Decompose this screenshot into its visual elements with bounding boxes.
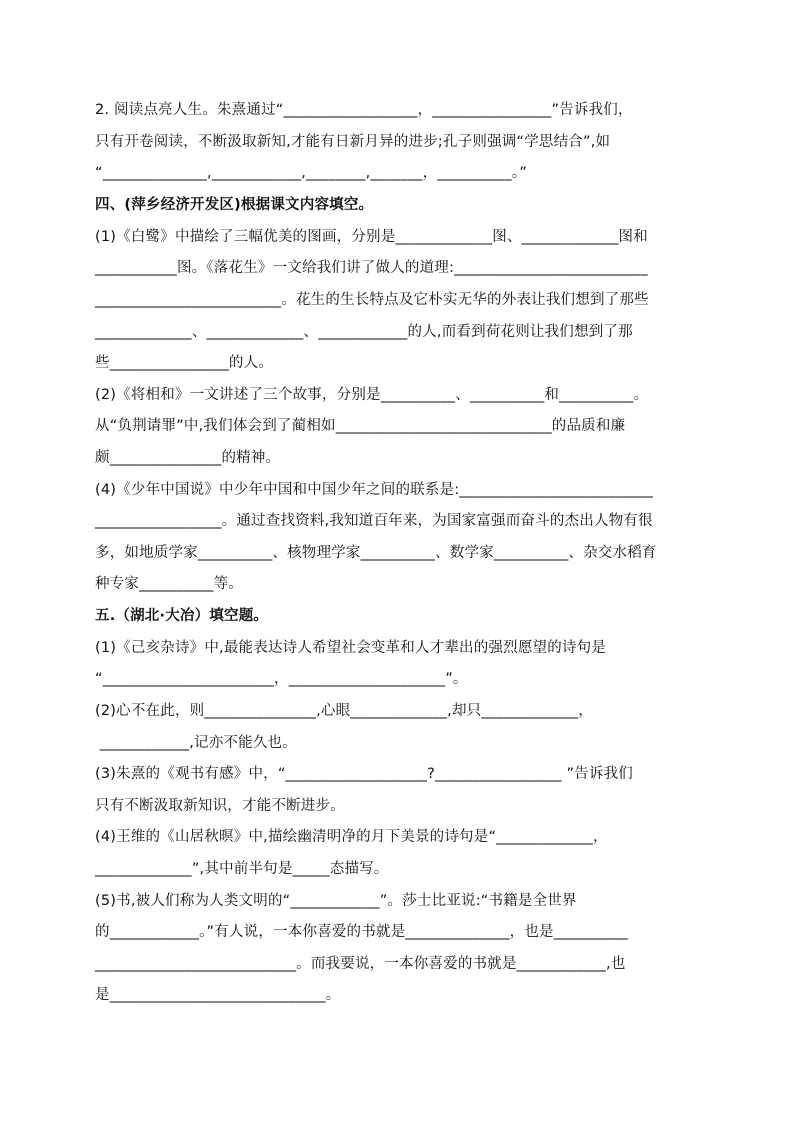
text: 些________________的人。 [95,355,273,371]
text: ___________________________。而我要说，一本你喜爱的书就是____________,也 [95,956,626,972]
text: _____________、_____________、____________的人,而看到荷花则让我们想到了那 [95,324,633,340]
text: _________________。通过查找资料,我知道百年来，为国家富强而奋斗的杰出人物有很 [95,513,653,529]
s4-q1-line-2 [95,258,648,278]
s5-q1-line-2 [95,669,468,689]
s5-q5-line-1 [95,891,577,911]
text: (2)《将相和》一文讲述了三个故事，分别是__________、__________和__________。 [95,387,649,403]
s5-q3-line-1 [95,764,633,784]
text: 只有开卷阅读，不断汲取新知,才能有日新月异的进步;孔子则强调“学思结合”,如 [95,134,611,150]
q2-line-3 [95,163,527,183]
text: _________________________。花生的生长特点及它朴实无华的外表让我们想到了那些 [95,292,649,308]
s4-q1-line-1 [95,227,648,247]
text: 的____________。”有人说，一本你喜爱的书就是______________，也是__________ [95,924,629,940]
s4-q4-line-4 [95,574,243,594]
text: ____________,记亦不能久也。 [95,735,297,751]
s5-q4-line-1 [95,827,608,847]
text: “_______________________，_____________________”。 [95,671,468,687]
s5-q2-line-1 [95,701,593,721]
s5-q5-line-2 [95,922,628,942]
q2-line-2 [95,132,610,152]
text: 从“负荆请罪”中,我们体会到了蔺相如_____________________________的品质和廉 [95,418,626,434]
s4-q1-line-3 [95,290,649,310]
text: (5)书,被人们称为人类文明的“____________”。莎士比亚说:“书籍是全世界 [95,893,577,909]
text: 颇_______________的精神。 [95,450,281,466]
text: 种专家__________等。 [95,576,243,592]
text: ___________图。《落花生》一文给我们讲了做人的道理:__________________________ [95,260,648,276]
text: “______________,____________,________,_______，__________。” [95,165,527,181]
s5-q3-line-2 [95,796,345,816]
s4-q1-line-4 [95,322,633,342]
s5-q5-line-3 [95,954,626,974]
text: (1)《己亥杂诗》中,最能表达诗人希望社会变革和人才辈出的强烈愿望的诗句是 [95,640,607,656]
text: 五.（湖北·大冶）填空题。 [95,608,269,624]
s5-q4-line-2 [95,859,389,879]
s4-q4-line-3 [95,543,657,563]
s5-q5-line-4 [95,985,340,1005]
text: (2)心不在此，则_______________,心眼_____________,却只_____________， [95,703,593,719]
text: _____________”,其中前半句是_____态描写。 [95,861,389,877]
section-5-heading [95,606,268,626]
text: (4)《少年中国说》中少年中国和中国少年之间的联系是:__________________________ [95,482,654,498]
text: 只有不断汲取新知识，才能不断进步。 [95,798,345,814]
s4-q2-line-1 [95,385,648,405]
text: (4)王维的《山居秋暝》中,描绘幽清明净的月下美景的诗句是“_____________， [95,829,608,845]
text: 多，如地质学家__________、核物理学家__________、数学家__________、杂交水稻育 [95,545,657,561]
s4-q4-line-1 [95,480,653,500]
s5-q1-line-1 [95,638,606,658]
text: 四、(萍乡经济开发区)根据课文内容填空。 [95,197,374,213]
q2-line-1 [95,100,633,120]
s4-q2-line-2 [95,416,625,436]
text: 是_____________________________。 [95,987,341,1003]
s4-q1-line-5 [95,353,273,373]
text: 2. 阅读点亮人生。朱熹通过“__________________，________________”告诉我们， [95,102,633,118]
s4-q2-line-3 [95,448,280,468]
section-4-heading [95,195,373,215]
text: (1)《白鹭》中描绘了三幅优美的图画，分别是_____________图、_____________图和 [95,229,648,245]
s5-q2-line-2 [95,733,297,753]
text: (3)朱熹的《观书有感》中，“___________________?_________________ ”告诉我们 [95,766,633,782]
s4-q4-line-2 [95,511,653,531]
